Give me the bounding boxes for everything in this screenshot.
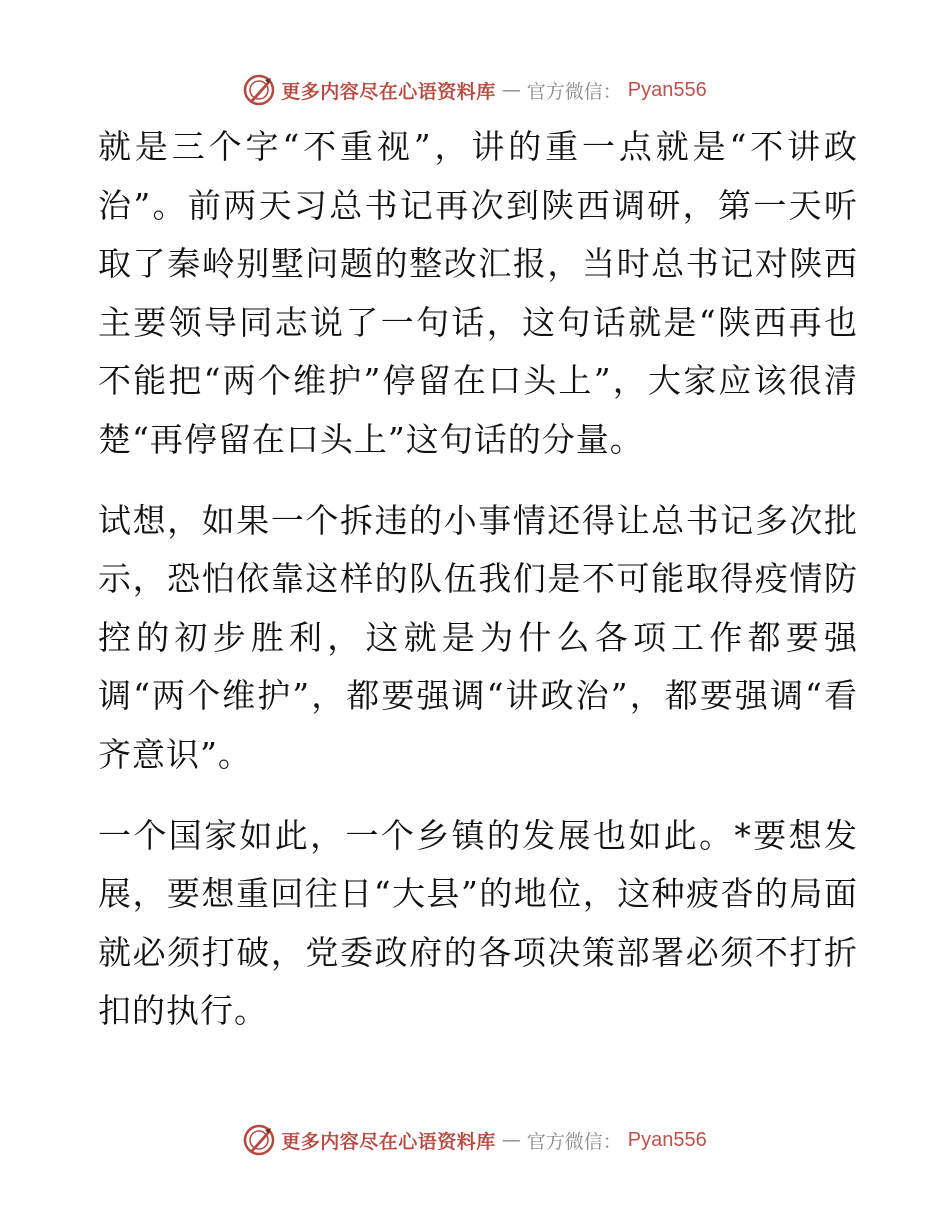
banner-separator: — — [501, 79, 521, 101]
footer-banner — [0, 1120, 950, 1160]
banner-brand-text: 更多内容尽在心语资料库 — [281, 80, 496, 103]
logo-icon — [243, 74, 275, 106]
header-banner — [0, 70, 950, 110]
banner-wechat-id: Pyan556 — [627, 78, 707, 101]
paragraph-2: 试想，如果一个拆违的小事情还得让总书记多次批示，恐怕依靠这样的队伍我们是不可能取得疫情防控的初步胜利，这就是为什么各项工作都要强调“两个维护”，都要强调“讲政治”，都要强调“看齐意识”。 — [98, 500, 858, 774]
banner-wechat-label: 官方微信： — [526, 80, 622, 103]
banner-separator: — — [501, 1129, 521, 1151]
paragraph-1: 就是三个字“不重视”，讲的重一点就是“不讲政治”。前两天习总书记再次到陕西调研，第一天听取了秦岭别墅问题的整改汇报，当时总书记对陕西主要领导同志说了一句话，这句话就是“陕西再也不能把“两个维护”停留在口头上”，大家应该很清楚“再停留在口头上”这句话的分量。 — [98, 127, 858, 459]
banner-wechat-label: 官方微信： — [526, 1130, 622, 1153]
paragraph-3: 一个国家如此，一个乡镇的发展也如此。*要想发展，要想重回往日“大县”的地位，这种疲沓的局面就必须打破，党委政府的各项决策部署必须不打折扣的执行。 — [98, 815, 858, 1031]
logo-icon — [243, 1124, 275, 1156]
banner-brand-text: 更多内容尽在心语资料库 — [281, 1130, 496, 1153]
banner-wechat-id: Pyan556 — [627, 1128, 707, 1151]
document-body — [98, 118, 858, 1063]
